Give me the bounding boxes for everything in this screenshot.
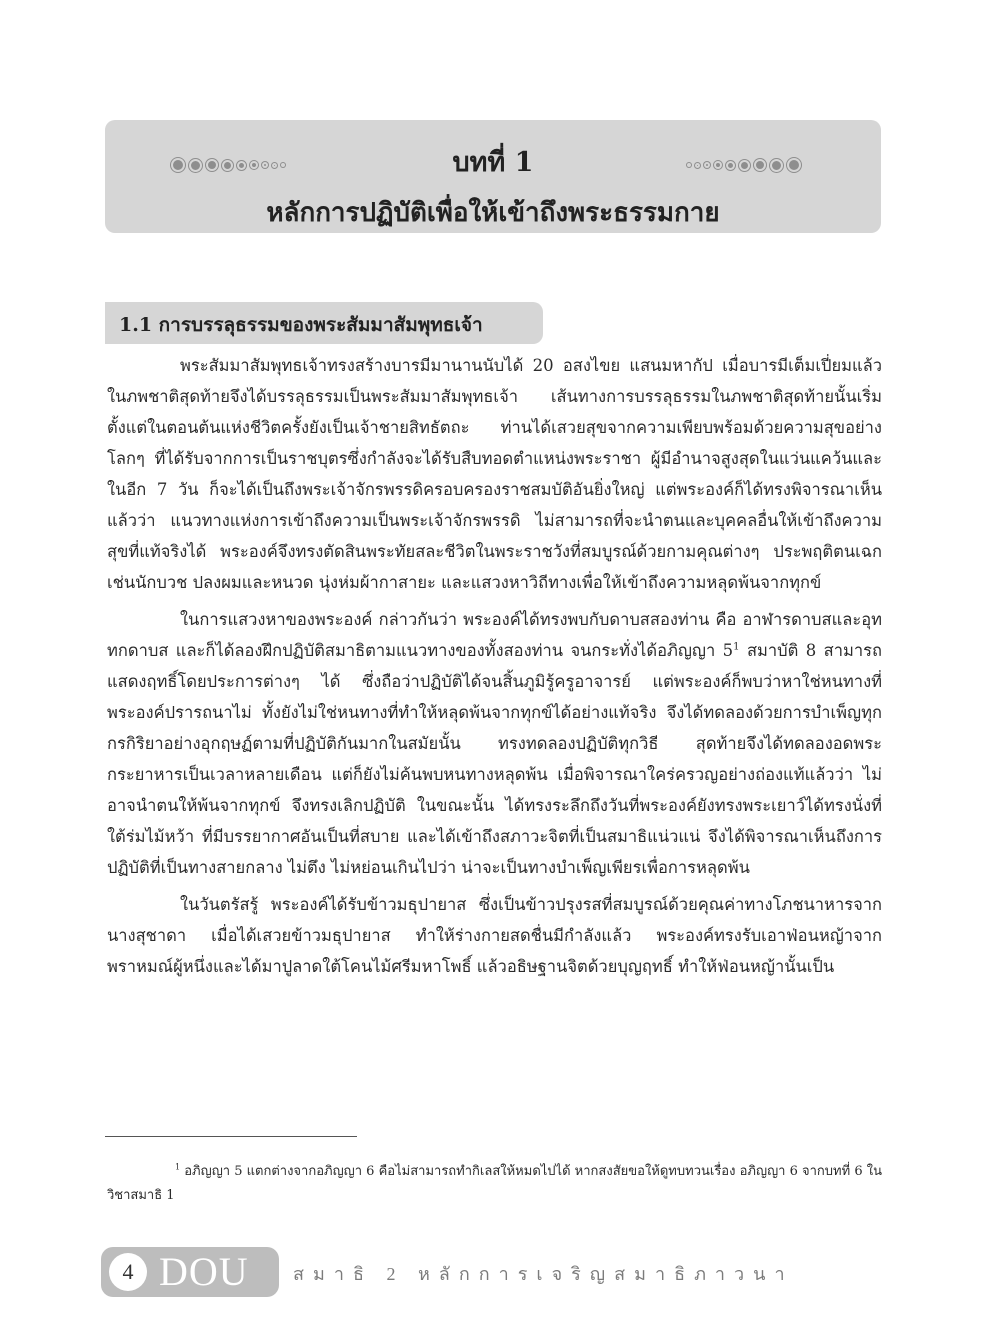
footnote-ref[interactable]: 1 xyxy=(733,641,740,653)
footnote xyxy=(107,1160,882,1208)
section-header xyxy=(105,302,543,344)
footnote-divider xyxy=(105,1136,357,1137)
dot-icon xyxy=(726,161,735,170)
footnote-marker: 1 xyxy=(175,1162,181,1172)
paragraph-2 xyxy=(107,604,882,883)
dot-icon xyxy=(687,163,691,167)
dot-icon xyxy=(754,159,766,171)
dot-icon xyxy=(704,162,710,168)
footnote-text: อภิญญา 5 แตกต่างจากอภิญญา 6 คือไม่สามารถทำกิเลสให้หมดไปได้ หากสงสัยขอให้ดูทบทวนเรื่อง อภิญญา 6 จากบทที่ 6 ในวิชาสมาธิ 1 xyxy=(107,1164,882,1203)
course-title: สมาธิ 2 หลักการเจริญสมาธิภาวนา xyxy=(293,1264,794,1284)
decorative-dots-right xyxy=(687,158,801,172)
paragraph-2-part-b: สมาบัติ 8 สามารถแสดงฤทธิ์โดยประการต่างๆ ได้ ซึ่งถือว่าปฏิบัติได้จนสิ้นภูมิรู้ครูอาจารย์ แต่พระองค์ก็พบว่าหาใช่หนทางที่พระองค์ปรารถนาไม่ ทั้งยังไม่ใช่หนทางที่ทำให้หลุดพ้นจากทุกข์ได้อย่างแท้จริง จึงได้ทดลองด้วยการบำเพ็ญทุกกรกิริยาอย่างอุกฤษฏ์ตามที่ปฏิบัติกันมากในสมัยนั้น ทรงทดลองปฏิบัติทุกวิธี สุดท้ายจึงได้ทดลองอดพระกระยาหารเป็นเวลาหลายเดือน แต่ก็ยังไม่ค้นพบหนทางหลุดพ้น เมื่อพิจารณาใคร่ครวญอย่างถ่องแท้แล้วว่า ไม่อาจนำตนให้พ้นจากทุกข์ จึงทรงเลิกปฏิบัติ ในขณะนั้น ได้ทรงระลึกถึงวันที่พระองค์ยังทรงพระเยาว์ได้ทรงนั่งที่ใต้ร่มไม้หว้า ที่มีบรรยากาศอันเป็นที่สบาย และได้เข้าถึงสภาวะจิตที่เป็นสมาธิแน่วแน่ จึงได้พิจารณาเห็นถึงการปฏิบัติที่เป็นทางสายกลาง ไม่ตึง ไม่หย่อนเกินไปว่า น่าจะเป็นทางบำเพ็ญเพียรเพื่อการหลุดพ้น xyxy=(107,641,882,877)
body-text xyxy=(107,350,882,988)
page-number: 4 xyxy=(109,1253,147,1291)
chapter-number: บทที่ 1 xyxy=(452,147,534,178)
dot-icon xyxy=(695,163,700,168)
dot-icon xyxy=(770,159,783,172)
chapter-title: หลักการปฏิบัติเพื่อให้เข้าถึงพระธรรมกาย xyxy=(266,198,720,228)
brand-logo: DOU xyxy=(159,1249,249,1294)
section-title: 1.1 การบรรลุธรรมของพระสัมมาสัมพุทธเจ้า xyxy=(119,314,483,336)
paragraph-3: ในวันตรัสรู้ พระองค์ได้รับข้าวมธุปายาส ซึ่งเป็นข้าวปรุงรสที่สมบูรณ์ด้วยคุณค่าทางโภชนาหารจากนางสุชาดา เมื่อได้เสวยข้าวมธุปายาส ทำให้ร่างกายสดชื่นมีกำลังแล้ว พระองค์ทรงรับเอาฟ่อนหญ้าจากพราหมณ์ผู้หนึ่งและได้มาปูลาดใต้โคนไม้ศรีมหาโพธิ์ แล้วอธิษฐานจิตด้วยบุญฤทธิ์ ทำให้ฟ่อนหญ้านั้นเป็น xyxy=(107,895,882,976)
paragraph-1: พระสัมมาสัมพุทธเจ้าทรงสร้างบารมีมานานนับได้ 20 อสงไขย แสนมหากัป เมื่อบารมีเต็มเปี่ยมแล้วในภพชาติสุดท้ายจึงได้บรรลุธรรมเป็นพระสัมมาสัมพุทธเจ้า เส้นทางการบรรลุธรรมในภพชาติสุดท้ายนั้นเริ่มตั้งแต่ในตอนต้นแห่งชีวิตครั้งยังเป็นเจ้าชายสิทธัตถะ ท่านได้เสวยสุขจากความเพียบพร้อมด้วยความสุขอย่างโลกๆ ที่ได้รับจากการเป็นราชบุตรซึ่งกำลังจะได้รับสืบทอดตำแหน่งพระราชา ผู้มีอำนาจสูงสุดในแว่นแคว้นและในอีก 7 วัน ก็จะได้เป็นถึงพระเจ้าจักรพรรดิครอบครองราชสมบัติอันยิ่งใหญ่ แต่พระองค์ก็ได้ทรงพิจารณาเห็นแล้วว่า แนวทางแห่งการเข้าถึงความเป็นพระเจ้าจักรพรรดิ ไม่สามารถที่จะนำตนและบุคคลอื่นให้เข้าถึงความสุขที่แท้จริงได้ พระองค์จึงทรงตัดสินพระทัยสละชีวิตในพระราชวังที่สมบูรณ์ด้วยกามคุณต่างๆ ประพฤติตนเฉกเช่นนักบวช ปลงผมและหนวด นุ่งห่มผ้ากาสายะ และแสวงหาวิถีทางเพื่อให้เข้าถึงความหลุดพ้นจากทุกข์ xyxy=(107,356,882,592)
dot-icon xyxy=(714,161,722,169)
paragraph-2-part-a: ในการแสวงหาของพระองค์ กล่าวกันว่า พระองค์ได้ทรงพบกับดาบสสองท่าน คือ อาฬารดาบสและอุททกดาบส และก็ได้ลองฝึกปฏิบัติสมาธิตามแนวทางของทั้งสองท่าน จนกระทั่งได้อภิญญา 5 xyxy=(107,610,882,660)
chapter-header xyxy=(105,120,881,233)
dot-icon xyxy=(787,158,801,172)
footer-badge xyxy=(101,1247,279,1297)
dot-icon xyxy=(739,160,750,171)
